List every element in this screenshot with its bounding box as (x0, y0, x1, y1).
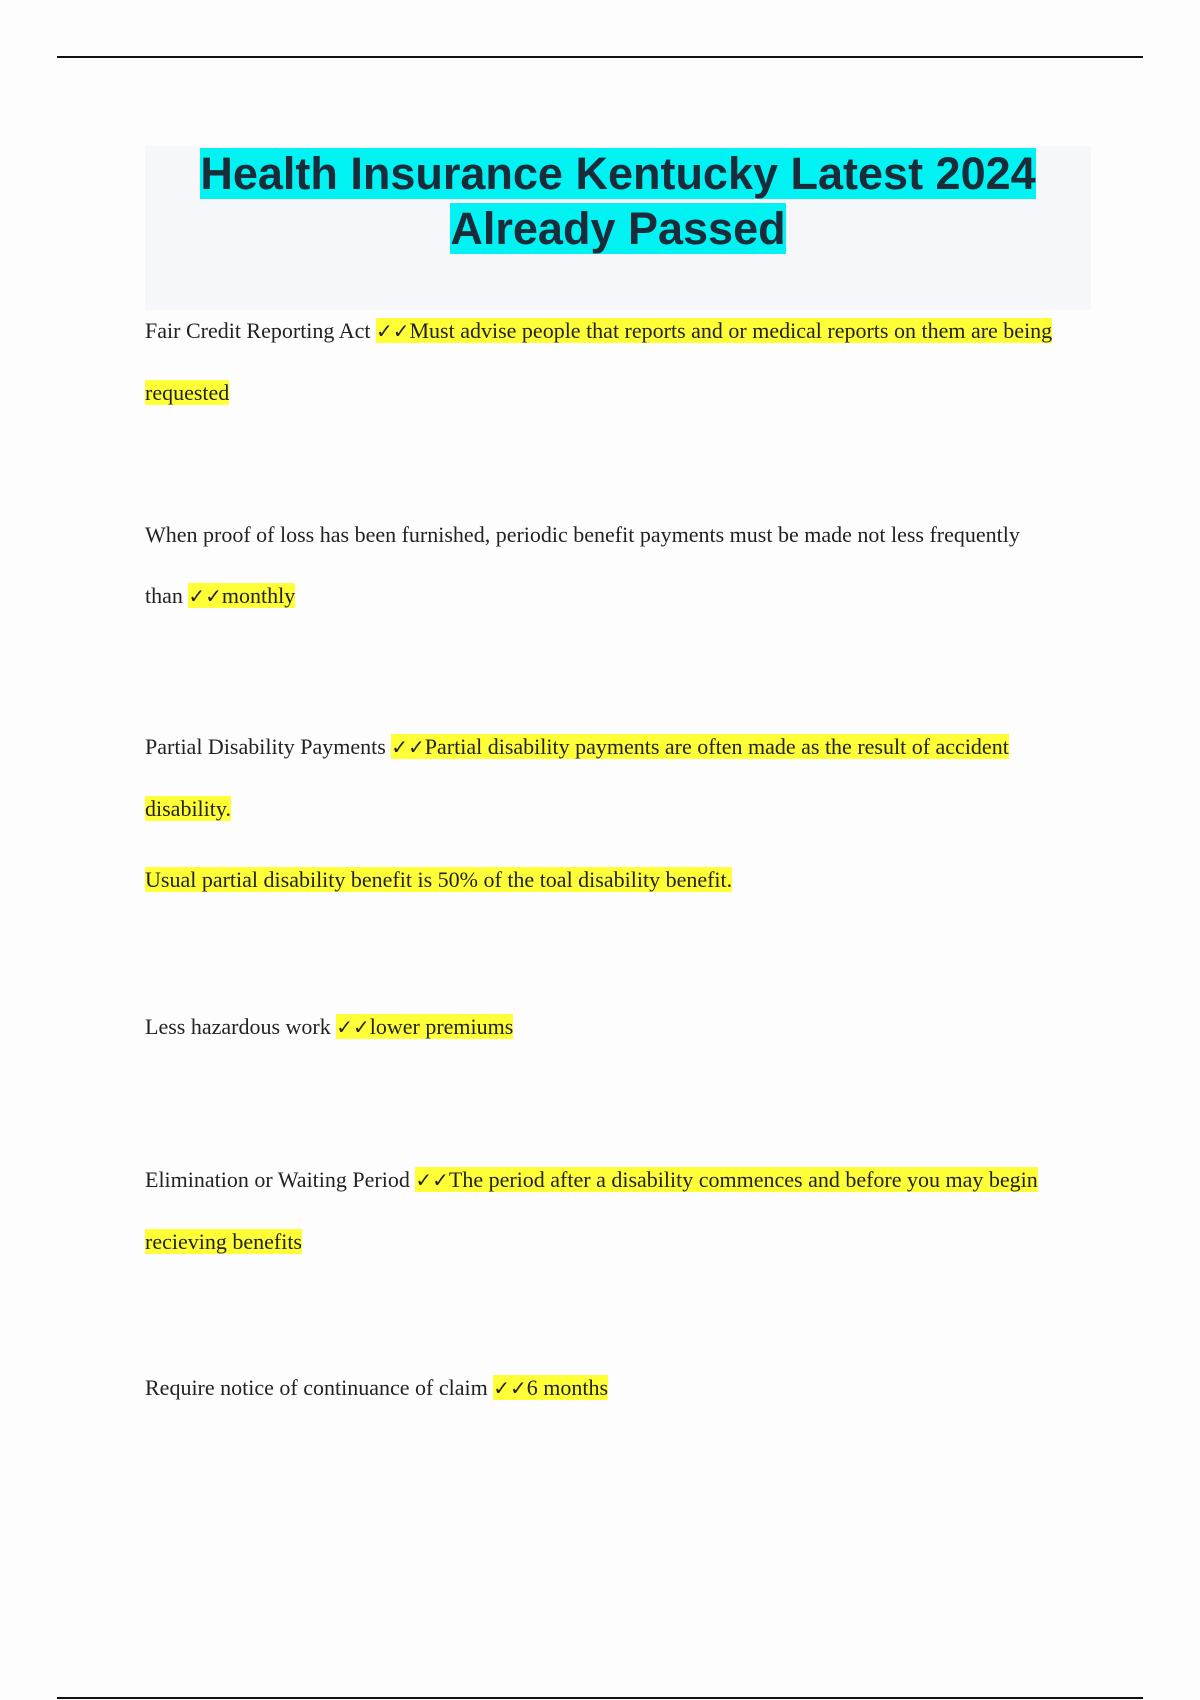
question-text: Require notice of continuance of claim (145, 1375, 488, 1400)
check-icon: ✓✓ (391, 735, 425, 759)
check-icon: ✓✓ (188, 584, 222, 608)
answer-highlight (336, 1014, 513, 1039)
top-rule (57, 56, 1143, 58)
document-title (145, 146, 1091, 256)
title-line-2: Already Passed (450, 203, 786, 254)
answer-text: Partial disability payments are often made as the result of accident disability. (145, 734, 1009, 821)
qa-item-1 (145, 300, 1095, 423)
answer-text: 6 months (526, 1375, 609, 1400)
qa-item-4 (145, 996, 1095, 1058)
question-text: Partial Disability Payments (145, 734, 386, 759)
answer-text: monthly (221, 583, 296, 608)
qa-item-2 (145, 504, 1025, 627)
answer-text: The period after a disability commences and before you may begin recieving benefits (145, 1167, 1038, 1254)
question-text: Elimination or Waiting Period (145, 1167, 410, 1192)
answer-highlight (188, 583, 295, 608)
check-icon: ✓✓ (493, 1376, 527, 1400)
qa-item-3 (145, 716, 1025, 839)
answer-highlight (493, 1375, 608, 1400)
title-line-1: Health Insurance Kentucky Latest 2024 (200, 148, 1036, 199)
question-text: Fair Credit Reporting Act (145, 318, 371, 343)
qa-item-6 (145, 1357, 1095, 1419)
answer-text: Must advise people that reports and or medical reports on them are being requested (145, 318, 1053, 405)
title-block (145, 146, 1091, 310)
qa-item-5 (145, 1149, 1095, 1272)
check-icon: ✓✓ (415, 1168, 449, 1192)
question-text: When proof of loss has been furnished, periodic benefit payments must be made not less frequently than (145, 522, 1020, 608)
qa-item-3-extra (145, 865, 732, 895)
question-text: Less hazardous work (145, 1014, 331, 1039)
check-icon: ✓✓ (375, 319, 410, 343)
check-icon: ✓✓ (336, 1015, 370, 1039)
answer-text: lower premiums (369, 1014, 514, 1039)
bottom-rule (57, 1697, 1143, 1699)
extra-highlight: Usual partial disability benefit is 50% of the toal disability benefit. (145, 867, 733, 892)
